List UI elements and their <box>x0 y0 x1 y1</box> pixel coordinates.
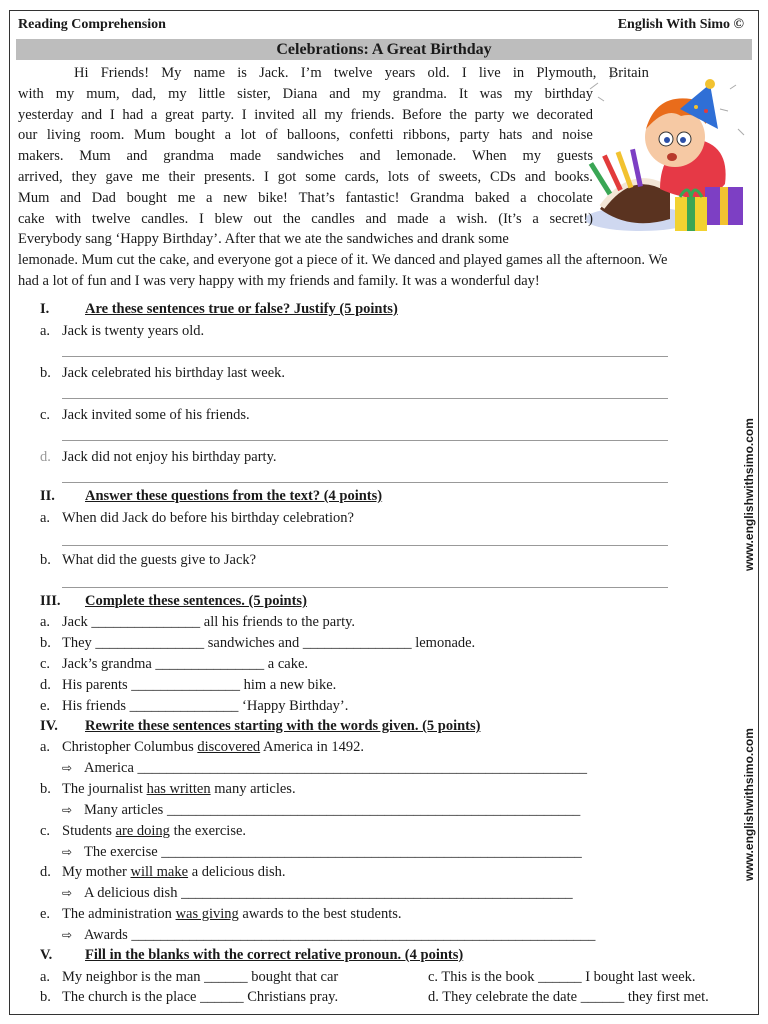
rewrite-answer-a[interactable]: ⇨ America ______________________________________________________________ <box>62 760 588 776</box>
section-2-item-b: b. What did the guests give to Jack? <box>40 552 257 568</box>
rewrite-answer-c[interactable]: ⇨ The exercise __________________________________________________________ <box>62 844 582 860</box>
section-4-item-e: e. The administration was giving awards to the best students. <box>40 906 402 922</box>
section-4-heading: IV. Rewrite these sentences starting with the words given. (5 points) <box>40 718 481 734</box>
section-3-item-e[interactable]: e. His friends _______________ ‘Happy Birthday’. <box>40 698 349 714</box>
answer-line[interactable] <box>62 545 668 546</box>
section-3-title: Complete these sentences. (5 points) <box>85 593 307 609</box>
section-1-item-a: a. Jack is twenty years old. <box>40 323 205 339</box>
passage-line: Hi Friends! My name is Jack. I’m twelve years old. I live in Plymouth, Britain <box>74 65 649 81</box>
rewrite-answer-e[interactable]: ⇨ Awards ________________________________________________________________ <box>62 927 596 943</box>
section-5-item-d[interactable]: d. They celebrate the date ______ they first met. <box>428 989 709 1005</box>
answer-line[interactable] <box>62 398 668 399</box>
section-4-item-c: c. Students are doing the exercise. <box>40 823 247 839</box>
passage-line: cake with twelve candles. I blew out the candles and made a wish. (It’s a secret!) <box>18 210 593 227</box>
passage-line: Mum and Dad bought me a new bike! That’s fantastic! Grandma baked a chocolate <box>18 189 593 206</box>
section-4-title: Rewrite these sentences starting with the words given. (5 points) <box>85 718 481 734</box>
section-1-title: Are these sentences true or false? Justify (5 points) <box>85 301 398 317</box>
answer-line[interactable] <box>62 440 668 441</box>
worksheet-page <box>9 10 759 1015</box>
answer-line[interactable] <box>62 482 668 483</box>
section-5-item-b[interactable]: b. The church is the place ______ Christians pray. <box>40 989 339 1005</box>
side-website-text: www.englishwithsimo.com <box>742 418 756 571</box>
section-3-item-d[interactable]: d. His parents _______________ him a new bike. <box>40 677 337 693</box>
section-3-item-a[interactable]: a. Jack _______________ all his friends to the party. <box>40 614 356 630</box>
section-1-item-b: b. Jack celebrated his birthday last week. <box>40 365 286 381</box>
section-2-title: Answer these questions from the text? (4 points) <box>85 488 383 504</box>
section-2-heading: II. Answer these questions from the text? (4 points) <box>40 488 383 504</box>
arrow-right-icon: ⇨ <box>62 761 73 775</box>
section-3-item-c[interactable]: c. Jack’s grandma _______________ a cake. <box>40 656 309 672</box>
arrow-right-icon: ⇨ <box>62 886 73 900</box>
passage-line: yesterday and I had a great party. I invited all my friends. Before the party we decorated <box>18 106 593 123</box>
section-5-item-a[interactable]: a. My neighbor is the man ______ bought that car <box>40 969 339 985</box>
arrow-right-icon: ⇨ <box>62 803 73 817</box>
section-1-heading: I. Are these sentences true or false? Justify (5 points) <box>40 301 398 317</box>
section-5-heading: V. Fill in the blanks with the correct relative pronoun. (4 points) <box>40 947 464 963</box>
answer-line[interactable] <box>62 587 668 588</box>
passage-line: makers. Mum and grandma made sandwiches and lemonade. When my guests <box>18 148 593 165</box>
arrow-right-icon: ⇨ <box>62 845 73 859</box>
section-3-item-b[interactable]: b. They _______________ sandwiches and _______________ lemonade. <box>40 635 476 651</box>
section-3-heading: III. Complete these sentences. (5 points) <box>40 593 307 609</box>
section-4-item-b: b. The journalist has written many articles. <box>40 781 296 797</box>
answer-line[interactable] <box>62 356 668 357</box>
passage-line: Everybody sang ‘Happy Birthday’. After that we ate the sandwiches and drank some <box>18 231 509 248</box>
passage-line: our living room. Mum bought a lot of balloons, confetti ribbons, party hats and noise <box>18 127 593 144</box>
reading-passage <box>18 63 753 292</box>
section-1-item-d: d. Jack did not enjoy his birthday party. <box>40 449 277 465</box>
section-5-item-c[interactable]: c. This is the book ______ I bought last week. <box>428 969 696 985</box>
section-4-item-d: d. My mother will make a delicious dish. <box>40 864 286 880</box>
passage-line: with my mum, dad, my little sister, Diana and my grandma. It was my birthday <box>18 85 593 102</box>
header-left: Reading Comprehension <box>18 17 166 32</box>
rewrite-answer-d[interactable]: ⇨ A delicious dish ______________________________________________________ <box>62 885 573 901</box>
section-4-item-a: a. Christopher Columbus discovered America in 1492. <box>40 739 365 755</box>
side-website-text: www.englishwithsimo.com <box>742 728 756 881</box>
passage-line: lemonade. Mum cut the cake, and everyone got a piece of it. We danced and played games all the afternoon. We <box>18 252 668 269</box>
rewrite-answer-b[interactable]: ⇨ Many articles _________________________________________________________ <box>62 802 581 818</box>
passage-line: had a lot of fun and I was very happy with my friends and family. It was a wonderful day! <box>18 272 540 289</box>
section-2-item-a: a. When did Jack do before his birthday celebration? <box>40 510 354 526</box>
header-right: English With Simo © <box>617 17 744 32</box>
arrow-right-icon: ⇨ <box>62 928 73 942</box>
section-1-item-c: c. Jack invited some of his friends. <box>40 407 250 423</box>
section-5-title: Fill in the blanks with the correct relative pronoun. (4 points) <box>85 947 464 963</box>
passage-line: arrived, they gave me their presents. I got some cards, lots of sweets, CDs and books. <box>18 168 593 185</box>
page-title: Celebrations: A Great Birthday <box>16 39 752 60</box>
